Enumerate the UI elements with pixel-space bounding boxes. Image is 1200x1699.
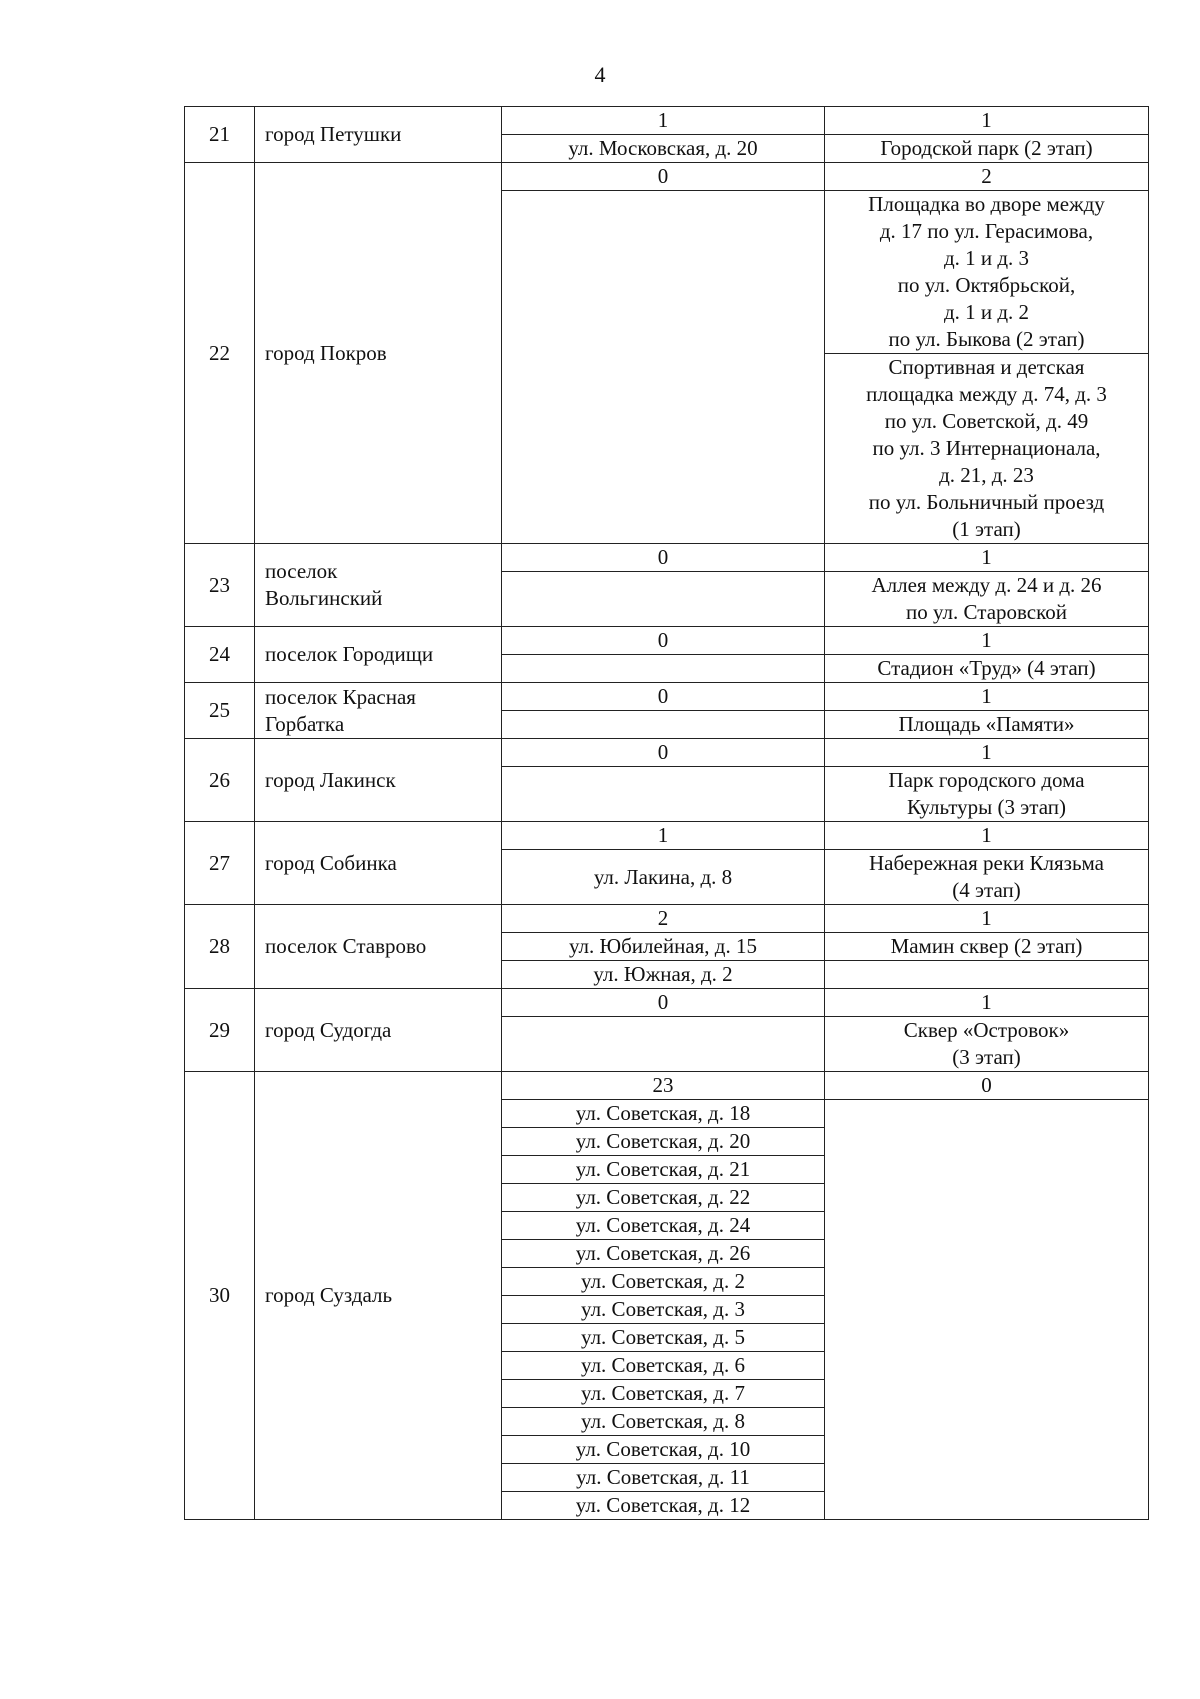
row-number: 30 <box>185 1072 255 1520</box>
row-number: 21 <box>185 107 255 163</box>
table-row <box>185 739 1149 767</box>
public-spaces-count: 0 <box>825 1072 1149 1100</box>
yard-address: ул. Советская, д. 24 <box>502 1212 825 1240</box>
public-spaces-count: 1 <box>825 627 1149 655</box>
row-number: 27 <box>185 822 255 905</box>
yard-address-empty <box>502 711 825 739</box>
table-row <box>185 1072 1149 1100</box>
yard-address: ул. Советская, д. 22 <box>502 1184 825 1212</box>
public-space: Парк городского дома Культуры (3 этап) <box>825 767 1149 822</box>
table-row <box>185 163 1149 191</box>
yard-address: ул. Московская, д. 20 <box>502 135 825 163</box>
public-spaces-count: 2 <box>825 163 1149 191</box>
settlement-name: поселок Вольгинский <box>255 544 502 627</box>
yard-address: ул. Советская, д. 6 <box>502 1352 825 1380</box>
row-number: 25 <box>185 683 255 739</box>
yard-address: ул. Советская, д. 3 <box>502 1296 825 1324</box>
table-row <box>185 989 1149 1017</box>
yard-address: ул. Советская, д. 12 <box>502 1492 825 1520</box>
public-space: Набережная реки Клязьма (4 этап) <box>825 850 1149 905</box>
public-spaces-count: 1 <box>825 739 1149 767</box>
yards-count: 23 <box>502 1072 825 1100</box>
public-space: Мамин сквер (2 этап) <box>825 933 1149 961</box>
yard-address: ул. Советская, д. 2 <box>502 1268 825 1296</box>
yard-address: ул. Юбилейная, д. 15 <box>502 933 825 961</box>
yards-count: 0 <box>502 683 825 711</box>
public-space: Спортивная и детская площадка между д. 74, д. 3 по ул. Советской, д. 49 по ул. 3 Интернационала, д. 21, д. 23 по ул. Больничный проезд (1 этап) <box>825 354 1149 544</box>
table-row <box>185 683 1149 711</box>
public-space: Сквер «Островок» (3 этап) <box>825 1017 1149 1072</box>
yard-address: ул. Советская, д. 10 <box>502 1436 825 1464</box>
yard-address: ул. Советская, д. 7 <box>502 1380 825 1408</box>
yard-address: ул. Советская, д. 5 <box>502 1324 825 1352</box>
table-row <box>185 627 1149 655</box>
row-number: 24 <box>185 627 255 683</box>
settlement-name: город Собинка <box>255 822 502 905</box>
page-number: 4 <box>594 62 606 87</box>
yard-address: ул. Южная, д. 2 <box>502 961 825 989</box>
settlement-name: город Петушки <box>255 107 502 163</box>
yard-address-empty <box>502 572 825 627</box>
yard-address-empty <box>502 767 825 822</box>
yard-address: ул. Советская, д. 26 <box>502 1240 825 1268</box>
yards-count: 1 <box>502 107 825 135</box>
yards-count: 0 <box>502 989 825 1017</box>
yards-count: 0 <box>502 163 825 191</box>
settlement-name: поселок Красная Горбатка <box>255 683 502 739</box>
public-spaces-count: 1 <box>825 107 1149 135</box>
row-number: 29 <box>185 989 255 1072</box>
public-space: Стадион «Труд» (4 этап) <box>825 655 1149 683</box>
yards-count: 0 <box>502 544 825 572</box>
settlement-name: поселок Ставрово <box>255 905 502 989</box>
row-number: 23 <box>185 544 255 627</box>
row-number: 22 <box>185 163 255 544</box>
settlement-name: город Лакинск <box>255 739 502 822</box>
public-spaces-count: 1 <box>825 905 1149 933</box>
yard-address: ул. Советская, д. 18 <box>502 1100 825 1128</box>
public-spaces-count: 1 <box>825 544 1149 572</box>
yard-address: ул. Советская, д. 8 <box>502 1408 825 1436</box>
public-space: Площадка во дворе между д. 17 по ул. Герасимова, д. 1 и д. 3 по ул. Октябрьской, д. 1 и д. 2 по ул. Быкова (2 этап) <box>825 191 1149 354</box>
public-space: Аллея между д. 24 и д. 26 по ул. Старовской <box>825 572 1149 627</box>
yards-count: 0 <box>502 739 825 767</box>
yard-address: ул. Лакина, д. 8 <box>502 850 825 905</box>
public-spaces-count: 1 <box>825 683 1149 711</box>
table-row <box>185 544 1149 572</box>
table-row <box>185 905 1149 933</box>
yard-address-empty <box>502 1017 825 1072</box>
table-row <box>185 107 1149 135</box>
settlements-table <box>184 106 1149 1520</box>
settlement-name: поселок Городищи <box>255 627 502 683</box>
row-number: 26 <box>185 739 255 822</box>
yard-address-empty <box>502 191 825 544</box>
yard-address-empty <box>502 655 825 683</box>
public-spaces-count: 1 <box>825 989 1149 1017</box>
yards-count: 2 <box>502 905 825 933</box>
public-spaces-count: 1 <box>825 822 1149 850</box>
yards-count: 0 <box>502 627 825 655</box>
table-row <box>185 822 1149 850</box>
public-space-empty <box>825 1100 1149 1520</box>
yard-address: ул. Советская, д. 11 <box>502 1464 825 1492</box>
settlement-name: город Покров <box>255 163 502 544</box>
settlement-name: город Суздаль <box>255 1072 502 1520</box>
public-space: Площадь «Памяти» <box>825 711 1149 739</box>
public-space-empty <box>825 961 1149 989</box>
yard-address: ул. Советская, д. 20 <box>502 1128 825 1156</box>
yard-address: ул. Советская, д. 21 <box>502 1156 825 1184</box>
settlement-name: город Судогда <box>255 989 502 1072</box>
row-number: 28 <box>185 905 255 989</box>
public-space: Городской парк (2 этап) <box>825 135 1149 163</box>
yards-count: 1 <box>502 822 825 850</box>
